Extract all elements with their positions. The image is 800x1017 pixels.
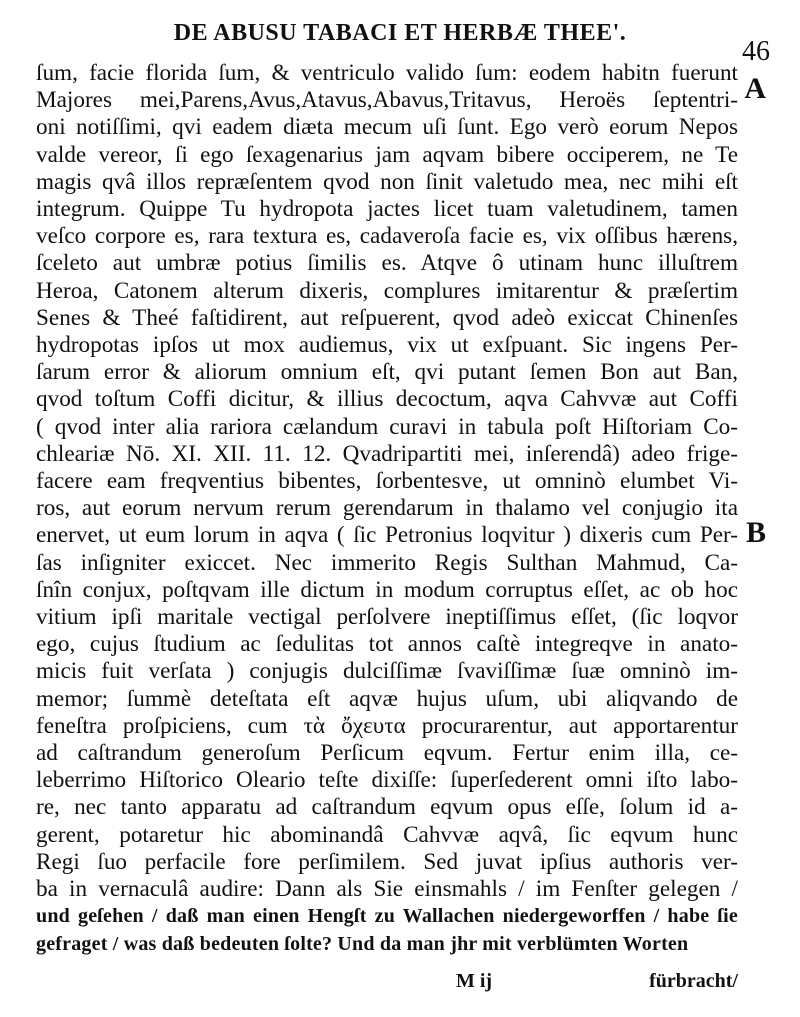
text-line: leberrimo Hiſtorico Oleario teſte dixiſſe: ſuperſederent omni iſto labo- [36,767,738,794]
text-line: qvod toſtum Coffi dicitur, & illius decoctum, aqva Cahvvæ aut Coffi [36,386,738,413]
body-text [36,60,738,958]
text-line: magis qvâ illos repræſentem qvod non ſinit valetudo mea, nec mihi eſt [36,168,738,195]
text-line-fraktur: gefraget / was daß bedeuten ſolte? Und da man jhr mit verblümten Worten [36,932,689,955]
text-line: ad caſtrandum generoſum Perſicum eqvum. Fertur enim illa, ce- [36,740,738,767]
text-line: veſco corpore es, rara textura es, cadaveroſa facie es, vix oſſibus hærens, [36,223,738,250]
margin-note-a: A [744,72,766,105]
text-line: integrum. Quippe Tu hydropota jactes licet tuam valetudinem, tamen [36,196,738,223]
text-line-fraktur: und geſehen / daß man einen Hengſt zu Wallachen niedergeworffen / habe ſie [36,905,738,928]
text-line: gerent, potaretur hic abominandâ Cahvvæ aqvâ, ſic eqvum hunc [36,821,738,848]
text-line: valde vereor, ſi ego ſexagenarius jam aqvam bibere occiperem, ne Te [36,141,738,168]
text-line: Heroa, Catonem alterum dixeris, complures imitarentur & præſertim [36,277,738,304]
text-line: vitium ipſi maritale vectigal perſolvere ineptiſſimus eſſet, (ſic loqvor [36,604,738,631]
catchword: fürbracht/ [649,970,738,992]
text-line: ( qvod inter alia rariora cælandum curavi in tabula poſt Hiſtoriam Co- [36,413,738,440]
text-line: Senes & Theé faſtidirent, aut reſpuerent, qvod adeò exiccat Chinenſes [36,304,738,331]
text-line: memor; ſummè deteſtata eſt aqvæ hujus uſum, ubi aliqvando de [36,685,738,712]
text-line: facere eam freqventius bibentes, ſorbentesve, ut omninò elumbet Vi- [36,468,738,495]
running-head: DE ABUSU TABACI ET HERBÆ THEE'. [173,20,627,46]
text-line: chleariæ Nō. XI. XII. 11. 12. Qvadripartiti mei, inſerendâ) adeo frige- [36,440,738,467]
text-line: ſceleto aut umbræ potius ſimilis es. Atqve ô utinam hunc illuſtrem [36,250,738,277]
text-line: ego, cujus ſtudium ac ſedulitas tot annos caſtè integreqve in anato- [36,631,738,658]
text-line: Majores mei,Parens,Avus,Atavus,Abavus,Tritavus, Heroës ſeptentri- [36,87,738,114]
text-line: Regi ſuo perfacile fore perſimilem. Sed juvat ipſius authoris ver- [36,848,738,875]
text-line: enervet, ut eum lorum in aqva ( ſic Petronius loqvitur ) dixeris cum Per- [36,522,738,549]
text-line: ſarum error & aliorum omnium eſt, qvi putant ſemen Bon aut Ban, [36,359,738,386]
signature-mark: M ij [456,970,493,992]
text-line: feneſtra proſpiciens, cum τὰ ὄχευτα procurarentur, aut apportarentur [36,712,738,739]
text-line: re, nec tanto apparatu ad caſtrandum eqvum opus eſſe, ſolum id a- [36,794,738,821]
text-line: oni notiſſimi, qvi eadem diæta mecum uſi ſunt. Ego verò eorum Nepos [36,114,738,141]
text-line: ſnîn conjux, poſtqvam ille dictum in modum corruptus eſſet, ac ob hoc [36,576,738,603]
page-number: 46 [742,36,770,67]
text-line: ſas inſigniter exiccet. Nec immerito Regis Sulthan Mahmud, Ca- [36,549,738,576]
text-line: ros, aut eorum nervum rerum gerendarum in thalamo vel conjugio ita [36,495,738,522]
text-line: ba in vernaculâ audire: Dann als Sie einsmahls / im Fenſter gelegen / [36,876,738,903]
margin-note-b: B [745,516,766,549]
text-line: micis fuit verſata ) conjugis dulciſſimæ ſvaviſſimæ ſuæ omninò im- [36,658,738,685]
text-line: ſum, facie florida ſum, & ventriculo valido ſum: eodem habitn fuerunt [36,60,738,86]
text-line: hydropotas ipſos ut mox audiemus, vix ut exſpuant. Sic ingens Per- [36,332,738,359]
